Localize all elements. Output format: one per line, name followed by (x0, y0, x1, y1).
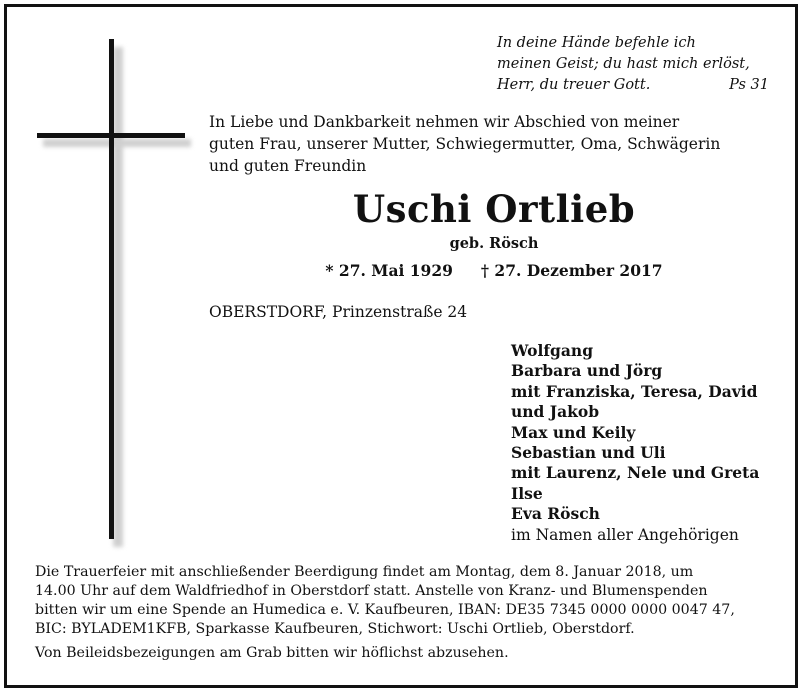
obituary-notice (4, 4, 798, 688)
death-date: † 27. Dezember 2017 (480, 261, 663, 280)
mourners-list (511, 341, 791, 545)
psalm-line: Herr, du treuer Gott. (497, 77, 651, 93)
birth-date: * 27. Mai 1929 (325, 261, 453, 280)
cross-shadow-horizontal (43, 139, 191, 147)
mourner-entry: Barbara und Jörg (511, 361, 663, 381)
mourner-entry: Wolfgang (511, 341, 594, 360)
intro-line: und guten Freundin (209, 157, 367, 175)
mourner-entry: Ilse (511, 483, 543, 503)
mourner-entry: mit Laurenz, Nele und Greta (511, 463, 760, 483)
mourner-entry: Max und Keily (511, 422, 636, 442)
funeral-line: bitten wir um eine Spende an Humedica e. V. Kaufbeuren, IBAN: DE35 7345 0000 0000 0047 47, (35, 602, 735, 618)
cross-vertical-bar (109, 39, 114, 539)
funeral-line: BIC: BYLADEM1KFB, Sparkasse Kaufbeuren, Stichwort: Uschi Ortlieb, Oberstdorf. (35, 621, 635, 637)
mourner-entry: Eva Rösch (511, 504, 600, 524)
condolence-note: Von Beileidsbezeigungen am Grab bitten wir höflichst abzusehen. (35, 645, 509, 661)
psalm-line: meinen Geist; du hast mich erlöst, (497, 56, 750, 72)
life-dates (209, 261, 779, 280)
psalm-quote (497, 33, 777, 96)
address: OBERSTDORF, Prinzenstraße 24 (209, 303, 468, 321)
deceased-name: Uschi Ortlieb (352, 187, 636, 231)
intro-text (209, 111, 779, 177)
mourner-entry: mit Franziska, Teresa, David (511, 381, 758, 401)
funeral-line: 14.00 Uhr auf dem Waldfriedhof in Oberstdorf statt. Anstelle von Kranz- und Blumenspenden (35, 583, 708, 599)
intro-line: In Liebe und Dankbarkeit nehmen wir Abschied von meiner (209, 113, 680, 131)
cross-symbol (35, 35, 185, 545)
cross-shadow-vertical (113, 47, 123, 547)
funeral-line: Die Trauerfeier mit anschließender Beerdigung findet am Montag, dem 8. Januar 2018, um (35, 564, 694, 580)
cross-horizontal-bar (37, 133, 185, 138)
birth-name: geb. Rösch (449, 235, 539, 252)
intro-line: guten Frau, unserer Mutter, Schwiegermutter, Oma, Schwägerin (209, 135, 721, 153)
mourner-entry: und Jakob (511, 402, 600, 422)
psalm-line: In deine Hände befehle ich (497, 35, 696, 51)
mourner-entry: Sebastian und Uli (511, 443, 666, 463)
funeral-details (35, 563, 773, 639)
mourners-closing: im Namen aller Angehörigen (511, 525, 739, 544)
psalm-reference: Ps 31 (729, 77, 769, 93)
